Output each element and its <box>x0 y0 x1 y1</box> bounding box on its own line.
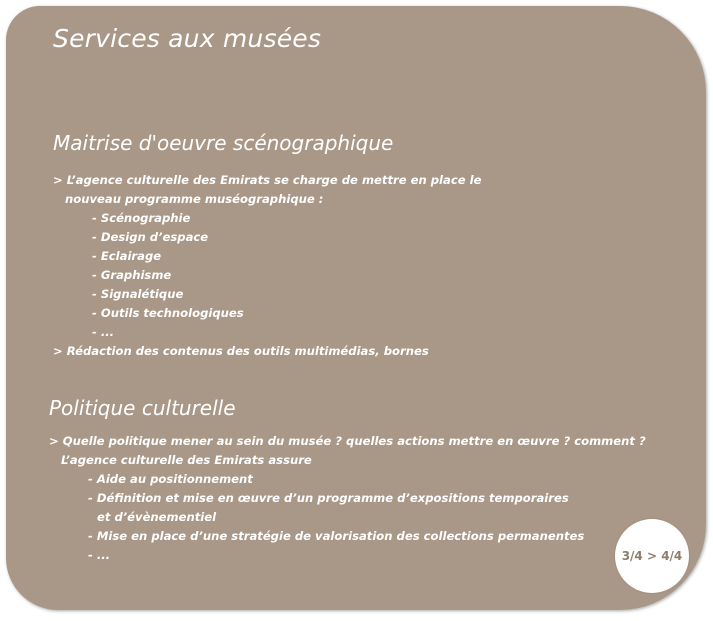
list-item: - Design d’espace <box>92 230 209 244</box>
list-item: L’agence culturelle des Emirats assure <box>61 453 312 467</box>
list-item: > Quelle politique mener au sein du musée ? quelles actions mettre en œuvre ? comment ? <box>49 434 646 448</box>
list-item: > L’agence culturelle des Emirats se charge de mettre en place le <box>53 173 482 187</box>
list-item: et d’évènementiel <box>97 510 217 524</box>
list-item: - Aide au positionnement <box>88 472 253 486</box>
pagination-next-button[interactable] <box>615 519 689 593</box>
page-title: Services aux musées <box>53 24 322 53</box>
list-item: - Eclairage <box>92 249 162 263</box>
pagination-label: 3/4 > 4/4 <box>621 549 683 563</box>
content-card <box>6 6 706 610</box>
list-item: - Signalétique <box>92 287 184 301</box>
list-item: - ... <box>92 325 115 339</box>
list-item: - Scénographie <box>92 211 191 225</box>
section-heading-politique: Politique culturelle <box>49 396 236 420</box>
list-item: - Mise en place d’une stratégie de valorisation des collections permanentes <box>88 529 585 543</box>
section-heading-scenographie: Maitrise d'oeuvre scénographique <box>53 131 394 155</box>
list-item: - Outils technologiques <box>92 306 244 320</box>
list-item: - ... <box>88 548 111 562</box>
list-item: - Définition et mise en œuvre d’un programme d’expositions temporaires <box>88 491 569 505</box>
list-item: nouveau programme muséographique : <box>65 192 324 206</box>
list-item: - Graphisme <box>92 268 172 282</box>
list-item: > Rédaction des contenus des outils multimédias, bornes <box>53 344 429 358</box>
